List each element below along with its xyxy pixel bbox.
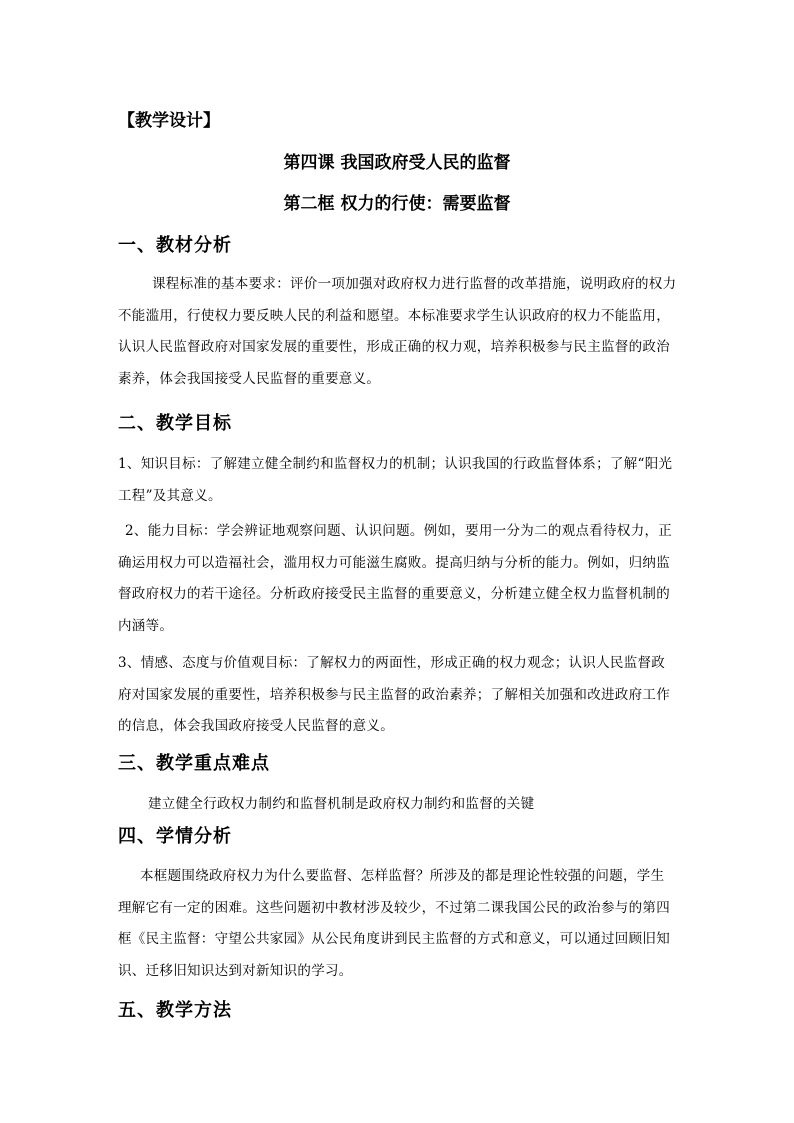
document-tag: 【教学设计】 — [118, 111, 220, 131]
heading-textbook-analysis: 一、教材分析 — [118, 235, 232, 256]
heading-teaching-goals: 二、教学目标 — [118, 413, 232, 434]
key-points-text: 建立健全行政权力制约和监督机制是政府权力制约和监督的关键 — [148, 796, 535, 812]
textbook-analysis-text: 课程标准的基本要求：评价一项加强对政府权力进行监督的改革措施，说明政府的权力不能滥用，行使权力要反映人民的利益和愿望。本标准要求学生认识政府的权力不能监用，认识人民监督政府对国家发展的重要性，形成正确的权力观，培养积极参与民主监督的政治素养，体会我国接受人民监督的重要意义。 — [118, 276, 677, 387]
goal-ability: 2、能力目标：学会辨证地观察问题、认识问题。例如，要用一分为二的观点看待权力，正确运用权力可以造福社会，滥用权力可能滋生腐败。提高归纳与分析的能力。例如，归纳监督政府权力的若干途径。分析政府接受民主监督的重要意义，分析建立健全权力监督机制的内涵等。 — [118, 523, 673, 634]
heading-teaching-methods: 五、教学方法 — [118, 1000, 232, 1021]
goal-emotion: 3、情感、态度与价值观目标：了解权力的两面性，形成正确的权力观念；认识人民监督政府对国家发展的重要性，培养积极参与民主监督的政治素养；了解相关加强和改进政府工作的信息，体会我国政府接受人民监督的意义。 — [118, 655, 670, 734]
goal-knowledge: 1、知识目标：了解建立健全制约和监督权力的机制；认识我国的行政监督体系；了解“阳光工程”及其意义。 — [118, 456, 673, 504]
student-analysis-text: 本框题围绕政府权力为什么要监督、怎样监督？所涉及的都是理论性较强的问题，学生理解它有一定的困难。这些问题初中教材涉及较少，不过第二课我国公民的政治参与的第四框《民主监督：守望公共家园》从公民角度讲到民主监督的方式和意义，可以通过回顾旧知识、迁移旧知识达到对新知识的学习。 — [118, 868, 670, 979]
section-title: 第二框 权力的行使：需要监督 — [283, 194, 511, 214]
heading-student-analysis: 四、学情分析 — [118, 826, 232, 847]
lesson-title: 第四课 我国政府受人民的监督 — [283, 153, 511, 173]
heading-key-points: 三、教学重点难点 — [118, 753, 270, 774]
